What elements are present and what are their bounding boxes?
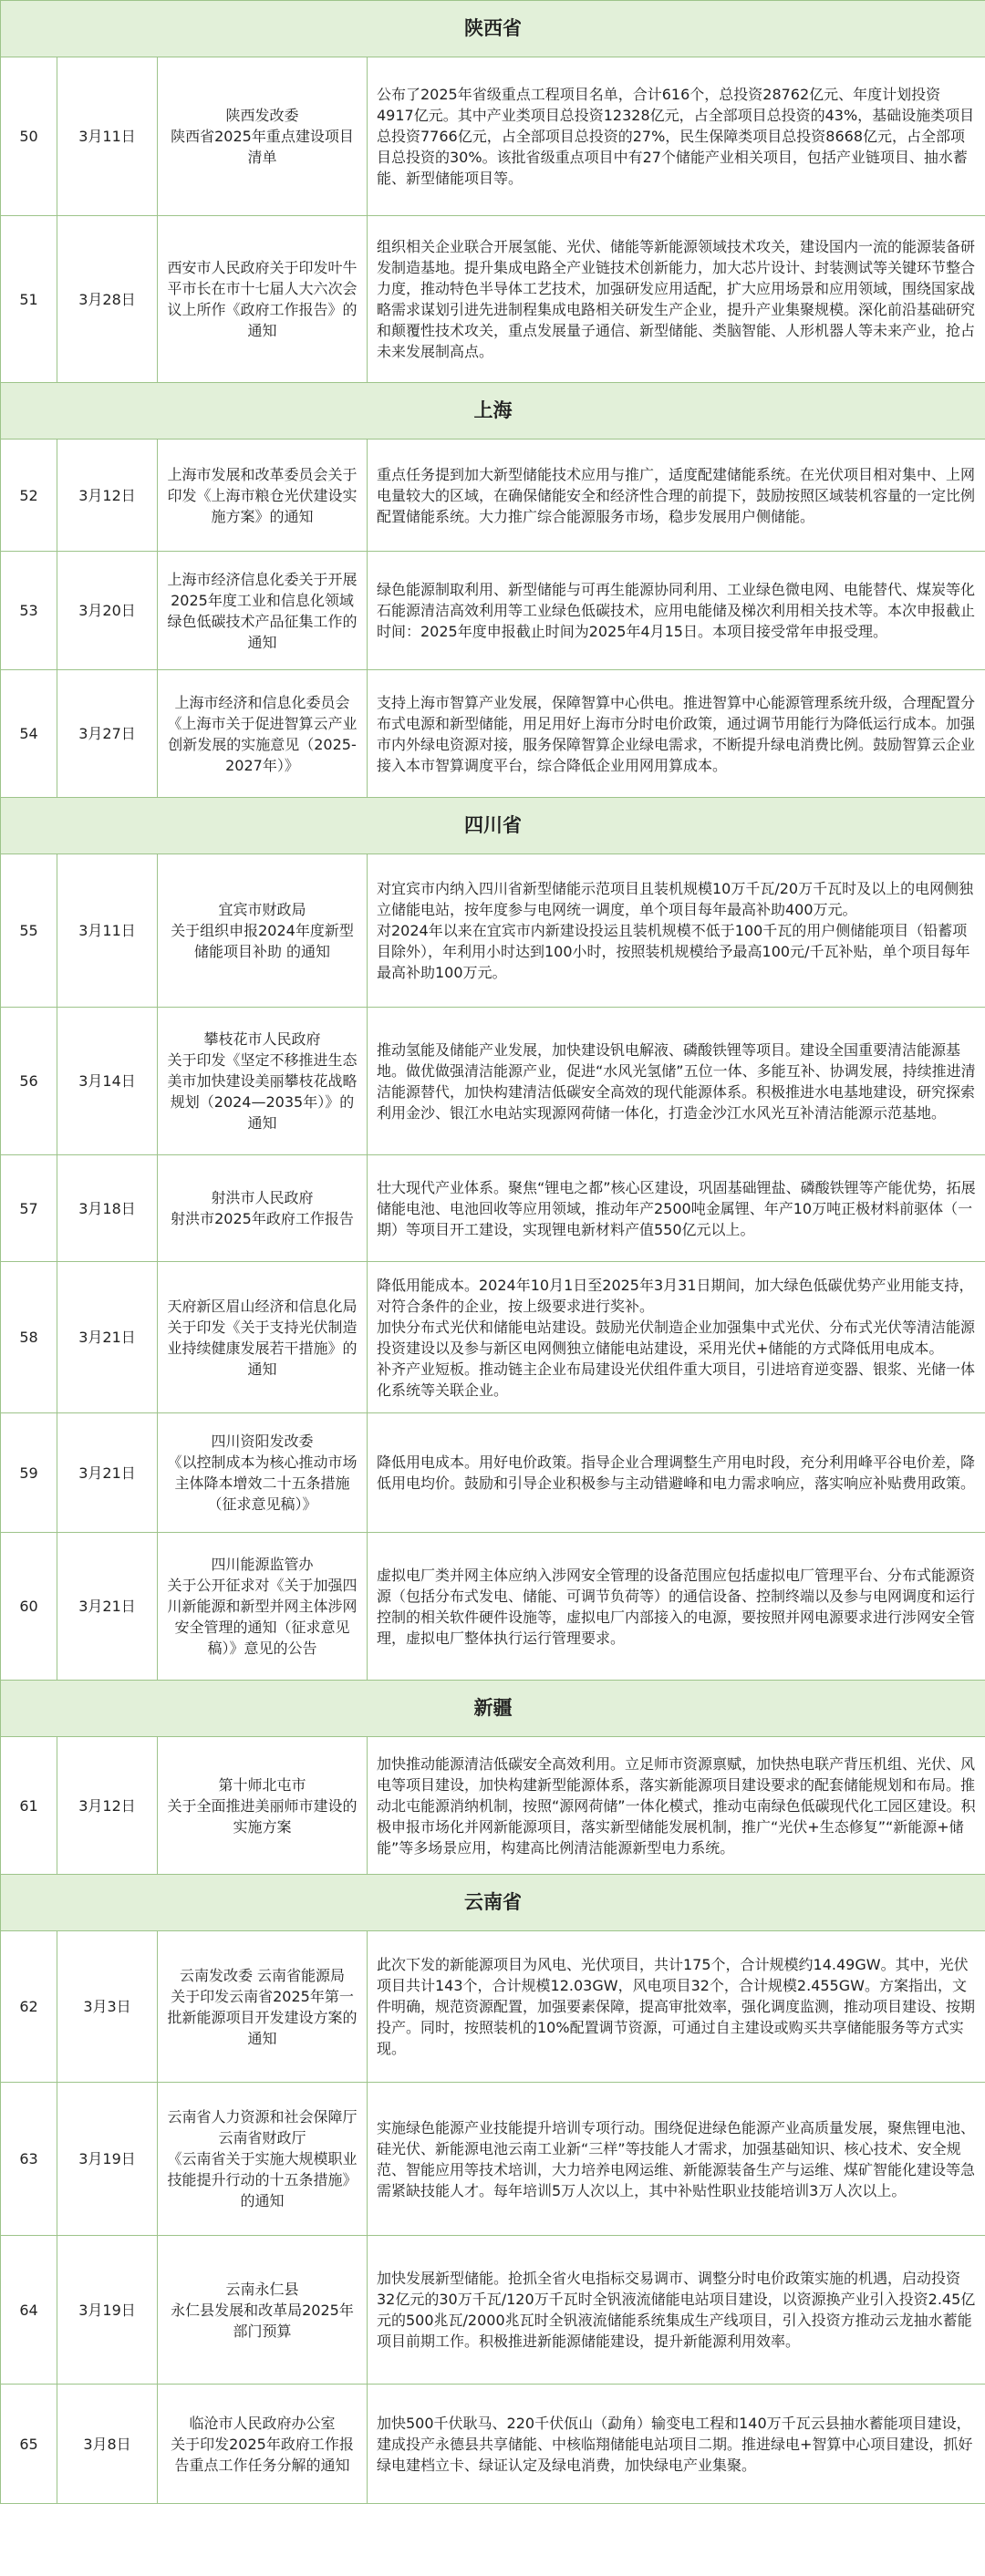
section-header-row [1,798,985,854]
row-number: 61 [1,1737,57,1875]
row-content: 公布了2025年省级重点工程项目名单，合计616个，总投资28762亿元、年度计划投资4917亿元。其中产业类项目总投资12328亿元，占全部项目总投资的43%，基础设施类项目总投资7766亿元，占全部项目总投资的27%，民生保障类项目总投资8668亿元，占全部项目总投资的30%。该批省级重点项目中有27个储能产业相关项目，包括产业链项目、抽水蓄能、新型储能项目等。 [368,57,985,216]
row-title: 射洪市人民政府 射洪市2025年政府工作报告 [158,1155,368,1262]
row-content: 加快推动能源清洁低碳安全高效利用。立足师市资源禀赋，加快热电联产背压机组、光伏、风电等项目建设，加快构建新型能源体系，落实新能源项目建设要求的配套储能规划和布局。推动北屯能源消纳机制，按照“源网荷储”一体化模式，推动屯南绿色低碳现代化工园区建设。积极申报市场化并网新能源项目，落实新型储能发展机制，推广“光伏+生态修复”“新能源+储能”等多场景应用，构建高比例清洁能源新型电力系统。 [368,1737,985,1875]
row-title: 四川资阳发改委 《以控制成本为核心推动市场主体降本增效二十五条措施（征求意见稿）》 [158,1413,368,1533]
row-date: 3月19日 [57,2083,158,2236]
table-row [1,1155,985,1262]
row-number: 57 [1,1155,57,1262]
table-row [1,670,985,798]
row-date: 3月21日 [57,1413,158,1533]
row-number: 62 [1,1931,57,2083]
row-title: 天府新区眉山经济和信息化局关于印发《关于支持光伏制造业持续健康发展若干措施》的通知 [158,1262,368,1413]
row-content: 重点任务提到加大新型储能技术应用与推广，适度配建储能系统。在光伏项目相对集中、上网电量较大的区域，在确保储能安全和经济性合理的前提下，鼓励按照区域装机容量的一定比例配置储能系统。大力推广综合能源服务市场，稳步发展用户侧储能。 [368,440,985,552]
row-date: 3月3日 [57,1931,158,2083]
row-content: 对宜宾市内纳入四川省新型储能示范项目且装机规模10万千瓦/20万千瓦时及以上的电网侧独立储能电站，按年度参与电网统一调度，单个项目每年最高补助400万元。 对2024年以来在宜宾市内新建设投运且装机规模不低于100千瓦的用户侧储能项目（铅蓄项目除外），年利用小时达到100小时，按照装机规模给予最高100元/千瓦补贴，单个项目每年最高补助100万元。 [368,854,985,1008]
table-row [1,1931,985,2083]
row-title: 第十师北屯市 关于全面推进美丽师市建设的实施方案 [158,1737,368,1875]
table-row [1,2236,985,2385]
section-title: 四川省 [1,798,985,854]
row-title: 上海市发展和改革委员会关于印发《上海市粮仓光伏建设实施方案》的通知 [158,440,368,552]
table-row [1,552,985,670]
row-number: 65 [1,2385,57,2504]
row-title: 攀枝花市人民政府 关于印发《坚定不移推进生态美市加快建设美丽攀枝花战略规划（2024—2035年）》的通知 [158,1008,368,1155]
row-number: 54 [1,670,57,798]
section-header-row [1,1875,985,1931]
row-content: 支持上海市智算产业发展，保障智算中心供电。推进智算中心能源管理系统升级，合理配置分布式电源和新型储能，用足用好上海市分时电价政策，通过调节用能行为降低运行成本。加强市内外绿电资源对接，服务保障智算企业绿电需求，不断提升绿电消费比例。鼓励智算云企业接入本市智算调度平台，综合降低企业用网用算成本。 [368,670,985,798]
row-date: 3月28日 [57,216,158,383]
section-title: 陕西省 [1,1,985,57]
row-date: 3月11日 [57,854,158,1008]
row-title: 云南省人力资源和社会保障厅 云南省财政厅 《云南省关于实施大规模职业技能提升行动的十五条措施》的通知 [158,2083,368,2236]
table-row [1,1262,985,1413]
row-date: 3月21日 [57,1262,158,1413]
row-number: 63 [1,2083,57,2236]
row-date: 3月18日 [57,1155,158,1262]
row-content: 加快500千伏耿马、220千伏佤山（勐角）输变电工程和140万千瓦云县抽水蓄能项目建设，建成投产永德县共享储能、中核临翔储能电站项目二期。推进绿电+智算中心项目建设，抓好绿电建档立卡、绿证认定及绿电消费，加快绿电产业集聚。 [368,2385,985,2504]
row-content: 降低用电成本。用好电价政策。指导企业合理调整生产用电时段，充分利用峰平谷电价差，降低用电均价。鼓励和引导企业积极参与主动错避峰和电力需求响应，落实响应补贴费用政策。 [368,1413,985,1533]
row-number: 56 [1,1008,57,1155]
row-number: 58 [1,1262,57,1413]
row-date: 3月12日 [57,440,158,552]
row-title: 上海市经济信息化委关于开展2025年度工业和信息化领域绿色低碳技术产品征集工作的通知 [158,552,368,670]
row-title: 四川能源监管办 关于公开征求对《关于加强四川新能源和新型并网主体涉网安全管理的通知（征求意见稿）》意见的公告 [158,1533,368,1681]
row-title: 云南发改委 云南省能源局 关于印发云南省2025年第一批新能源项目开发建设方案的通知 [158,1931,368,2083]
row-content: 绿色能源制取利用、新型储能与可再生能源协同利用、工业绿色微电网、电能替代、煤炭等化石能源清洁高效利用等工业绿色低碳技术，应用电能储及梯次利用相关技术等。本次申报截止时间：2025年度申报截止时间为2025年4月15日。本项目接受常年申报受理。 [368,552,985,670]
section-header-row [1,383,985,440]
row-title: 宜宾市财政局 关于组织申报2024年度新型储能项目补助 的通知 [158,854,368,1008]
row-title: 上海市经济和信息化委员会《上海市关于促进智算云产业创新发展的实施意见（2025-2027年）》 [158,670,368,798]
row-date: 3月14日 [57,1008,158,1155]
row-number: 55 [1,854,57,1008]
row-title: 陕西发改委 陕西省2025年重点建设项目清单 [158,57,368,216]
table-row [1,1008,985,1155]
row-number: 60 [1,1533,57,1681]
table-row [1,1737,985,1875]
row-title: 临沧市人民政府办公室 关于印发2025年政府工作报告重点工作任务分解的通知 [158,2385,368,2504]
row-content: 组织相关企业联合开展氢能、光伏、储能等新能源领域技术攻关，建设国内一流的能源装备研发制造基地。提升集成电路全产业链技术创新能力，加大芯片设计、封装测试等关键环节整合力度，推动特色半导体工艺技术，加强研发应用适配，扩大应用场景和应用领域，围绕国家战略需求谋划引进先进制程集成电路相关研发生产企业，提升产业集聚规模。深化前沿基础研究和颠覆性技术攻关，重点发展量子通信、新型储能、类脑智能、人形机器人等未来产业，抢占未来发展制高点。 [368,216,985,383]
row-date: 3月8日 [57,2385,158,2504]
table-row [1,1533,985,1681]
row-title: 西安市人民政府关于印发叶牛平市长在市十七届人大六次会议上所作《政府工作报告》的通知 [158,216,368,383]
table-row [1,440,985,552]
row-number: 59 [1,1413,57,1533]
row-content: 此次下发的新能源项目为风电、光伏项目，共计175个，合计规模约14.49GW。其中，光伏项目共计143个，合计规模12.03GW，风电项目32个，合计规模2.455GW。方案指出，文件明确，规范资源配置，加强要素保障，提高审批效率，强化调度监测，推动项目建设、按期投产。同时，按照装机的10%配置调节资源，可通过自主建设或购买共享储能服务等方式实现。 [368,1931,985,2083]
row-content: 壮大现代产业体系。聚焦“锂电之都”核心区建设，巩固基础锂盐、磷酸铁锂等产能优势，拓展储能电池、电池回收等应用领域，推动年产2500吨金属锂、年产10万吨正极材料前驱体（一期）等项目开工建设，实现锂电新材料产值550亿元以上。 [368,1155,985,1262]
row-date: 3月19日 [57,2236,158,2385]
table-row [1,2083,985,2236]
row-number: 50 [1,57,57,216]
row-number: 53 [1,552,57,670]
row-date: 3月20日 [57,552,158,670]
section-header-row [1,1,985,57]
section-header-row [1,1681,985,1737]
section-title: 云南省 [1,1875,985,1931]
table-row [1,57,985,216]
row-content: 加快发展新型储能。抢抓全省火电指标交易调市、调整分时电价政策实施的机遇，启动投资32亿元的30万千瓦/120万千瓦时全钒液流储能电站项目建设，以资源换产业引入投资2.45亿元的500兆瓦/2000兆瓦时全钒液流储能系统集成生产线项目，引入投资方推动云龙抽水蓄能项目前期工作。积极推进新能源储能建设，提升新能源利用效率。 [368,2236,985,2385]
table-row [1,1413,985,1533]
row-date: 3月11日 [57,57,158,216]
section-title: 上海 [1,383,985,440]
row-number: 64 [1,2236,57,2385]
row-title: 云南永仁县 永仁县发展和改革局2025年部门预算 [158,2236,368,2385]
row-number: 51 [1,216,57,383]
row-content: 推动氢能及储能产业发展，加快建设钒电解液、磷酸铁锂等项目。建设全国重要清洁能源基地。做优做强清洁能源产业，促进“水风光氢储”五位一体、多能互补、协调发展，持续推进清洁能源替代，加快构建清洁低碳安全高效的现代能源体系。积极推进水电基地建设，研究探索利用金沙、银江水电站实现源网荷储一体化，打造金沙江水风光互补清洁能源示范基地。 [368,1008,985,1155]
row-number: 52 [1,440,57,552]
row-content: 降低用能成本。2024年10月1日至2025年3月31日期间，加大绿色低碳优势产业用能支持，对符合条件的企业，按上级要求进行奖补。 加快分布式光伏和储能电站建设。鼓励光伏制造企业加强集中式光伏、分布式光伏等清洁能源投资建设以及参与新区电网侧独立储能电站建设，采用光伏+储能的方式降低用电成本。 补齐产业短板。推动链主企业布局建设光伏组件重大项目，引进培育逆变器、银浆、光储一体化系统等关联企业。 [368,1262,985,1413]
row-content: 实施绿色能源产业技能提升培训专项行动。围绕促进绿色能源产业高质量发展，聚焦锂电池、硅光伏、新能源电池云南工业新“三样”等技能人才需求，加强基础知识、核心技术、安全规范、智能应用等技术培训，大力培养电网运维、新能源装备生产与运维、煤矿智能化建设等急需紧缺技能人才。每年培训5万人次以上，其中补贴性职业技能培训3万人次以上。 [368,2083,985,2236]
row-date: 3月12日 [57,1737,158,1875]
table-row [1,216,985,383]
row-date: 3月21日 [57,1533,158,1681]
row-date: 3月27日 [57,670,158,798]
table-row [1,2385,985,2504]
section-title: 新疆 [1,1681,985,1737]
table-row [1,854,985,1008]
row-content: 虚拟电厂类并网主体应纳入涉网安全管理的设备范围应包括虚拟电厂管理平台、分布式能源资源（包括分布式发电、储能、可调节负荷等）的通信设备、控制终端以及参与电网调度和运行控制的相关软件硬件设施等，虚拟电厂内部接入的电源，要按照并网电源要求进行涉网安全管理，虚拟电厂整体执行运行管理要求。 [368,1533,985,1681]
